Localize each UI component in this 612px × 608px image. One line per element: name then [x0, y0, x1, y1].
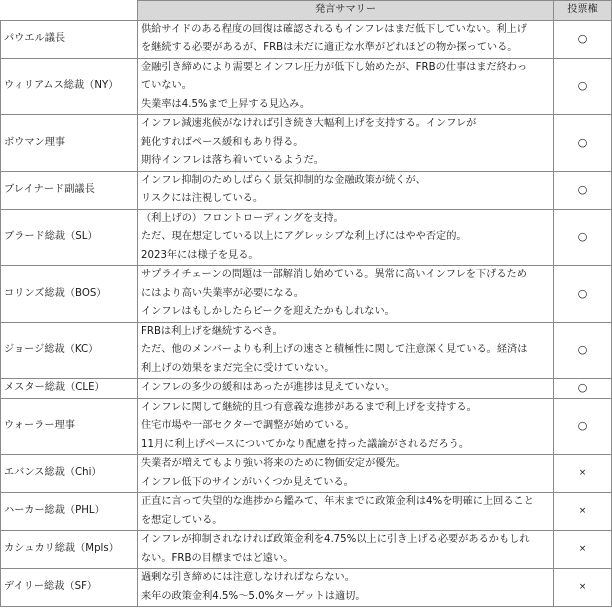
- official-name: カシュカリ総裁（Mpls）: [1, 531, 138, 569]
- table-row: [1, 115, 612, 172]
- summary-line: 金融引き締めにより需要とインフレ圧力が低下し始めたが、FRBの仕事はまだ終わっ: [141, 61, 528, 73]
- summary-line: を継続する必要があるが、FRBは未だに適正な水準がどれほどの物か探っている。: [141, 42, 518, 53]
- summary-line: インフレが抑制されなければ政策金利を4.75%以上に引き上げる必要があるかもしれ: [141, 534, 530, 545]
- summary-line: 2023年には様子を見る。: [141, 249, 259, 261]
- voting-right-mark: ○: [554, 171, 612, 209]
- table-row: [1, 266, 612, 323]
- summary-line: ただ、他のメンバーよりも利上げの速さと積極性に関して注意深く見ている。経済は: [141, 344, 528, 355]
- summary-line: を想定している。: [141, 514, 223, 526]
- summary-line: インフレに関して継続的且つ有意義な進捗があるまで利上げを支持する。: [141, 401, 477, 413]
- remark-summary: [138, 266, 554, 323]
- summary-line: 過剰な引き締めには注意しなければならない。: [141, 572, 355, 583]
- summary-line: 11月に利上げペースについてかなり配慮を持った議論がされるだろう。: [141, 438, 470, 450]
- summary-line: 利上げの効果をまだ完全に受けていない。: [141, 362, 335, 374]
- summary-line: 来年の政策金利4.5%～5.0%ターゲットは適切。: [141, 590, 366, 602]
- official-name: ウォーラー理事: [1, 398, 138, 455]
- voting-right-mark: ×: [554, 455, 612, 493]
- remark-summary: [138, 455, 554, 493]
- voting-right-mark: ○: [554, 322, 612, 379]
- official-name: メスター総裁（CLE）: [1, 379, 138, 399]
- summary-line: インフレ抑制のためしばらく景気抑制的な金融政策が続くが、: [141, 174, 426, 186]
- voting-right-mark: ○: [554, 20, 612, 58]
- voting-right-mark: ○: [554, 266, 612, 323]
- header-vote-cell: 投票権: [554, 1, 612, 21]
- summary-line: ない。FRBの目標まではど遠い。: [141, 552, 294, 564]
- summary-line: 正直に言って失望的な進捗から鑑みて、年末までに政策金利は4%を明確に上回ること: [141, 496, 534, 507]
- summary-line: ていない。: [141, 80, 192, 91]
- voting-right-mark: ○: [554, 115, 612, 172]
- summary-line: FRBは利上げを継続するべき。: [141, 325, 283, 337]
- summary-line: ただ、現在想定している以上にアグレッシブな利上げにはやや否定的。: [141, 231, 467, 242]
- official-name: エバンス総裁（Chi）: [1, 455, 138, 493]
- summary-line: （利上げの）フロントローディングを支持。: [141, 212, 344, 224]
- summary-line: インフレ低下のサインがいくつか見えている。: [141, 476, 354, 488]
- remark-summary: [138, 209, 554, 266]
- official-name: ボウマン理事: [1, 115, 138, 172]
- official-name: コリンズ総裁（BOS）: [1, 266, 138, 323]
- table-row: [1, 455, 612, 493]
- table-row: [1, 531, 612, 569]
- header-name-cell: [1, 1, 138, 21]
- summary-line: 期待インフレは落ち着いているようだ。: [141, 155, 324, 166]
- official-name: ブレイナード副議長: [1, 171, 138, 209]
- voting-right-mark: ×: [554, 531, 612, 569]
- summary-line: 失業者が増えてもより強い将来のために物価安定が優先。: [141, 458, 406, 469]
- table-row: [1, 171, 612, 209]
- official-name: デイリー総裁（SF）: [1, 569, 138, 607]
- official-name: ジョージ総裁（KC）: [1, 322, 138, 379]
- official-name: パウエル議長: [1, 20, 138, 58]
- table-row: [1, 209, 612, 266]
- summary-line: 住宅市場や一部セクターで調整が始めている。: [141, 420, 355, 431]
- table-row: [1, 493, 612, 531]
- remark-summary: [138, 531, 554, 569]
- table-row: [1, 58, 612, 115]
- summary-line: リスクには注視している。: [141, 193, 264, 204]
- summary-line: インフレ減速兆候がなければ引き続き大幅利上げを支持する。インフレが: [141, 118, 477, 129]
- official-name: ウィリアムス総裁（NY）: [1, 58, 138, 115]
- voting-right-mark: ○: [554, 58, 612, 115]
- remark-summary: [138, 493, 554, 531]
- table-row: [1, 398, 612, 455]
- summary-line: インフレはもしかしたらピークを迎えたかもしれない。: [141, 306, 395, 317]
- table-row: [1, 379, 612, 399]
- summary-line: インフレの多少の緩和はあったが進捗は見えていない。: [141, 382, 396, 393]
- remark-summary: [138, 398, 554, 455]
- voting-right-mark: ×: [554, 493, 612, 531]
- summary-line: 供給サイドのある程度の回復は確認されるもインフレはまだ低下していない。利上げ: [141, 23, 527, 35]
- voting-right-mark: ○: [554, 398, 612, 455]
- remark-summary: [138, 379, 554, 399]
- official-name: ブラード総裁（SL）: [1, 209, 138, 266]
- remark-summary: [138, 58, 554, 115]
- remark-summary: [138, 322, 554, 379]
- header-row: [1, 1, 612, 21]
- voting-right-mark: ×: [554, 569, 612, 607]
- summary-line: サプライチェーンの問題は一部解消し始めている。異常に高いインフレを下げるため: [141, 269, 527, 280]
- remark-summary: [138, 171, 554, 209]
- table-row: [1, 322, 612, 379]
- header-summary-cell: 発言サマリー: [138, 1, 554, 21]
- table-row: [1, 20, 612, 58]
- summary-line: 鈍化すればペース緩和もあり得る。: [141, 136, 304, 148]
- voting-right-mark: ○: [554, 209, 612, 266]
- remark-summary: [138, 115, 554, 172]
- voting-right-mark: ○: [554, 379, 612, 399]
- remark-summary: [138, 20, 554, 58]
- table-row: [1, 569, 612, 607]
- table-body: [1, 20, 612, 607]
- official-name: ハーカー総裁（PHL）: [1, 493, 138, 531]
- summary-line: 失業率は4.5%まで上昇する見込み。: [141, 98, 311, 110]
- remark-summary: [138, 569, 554, 607]
- summary-line: にはより高い失業率が必要になる。: [141, 287, 304, 299]
